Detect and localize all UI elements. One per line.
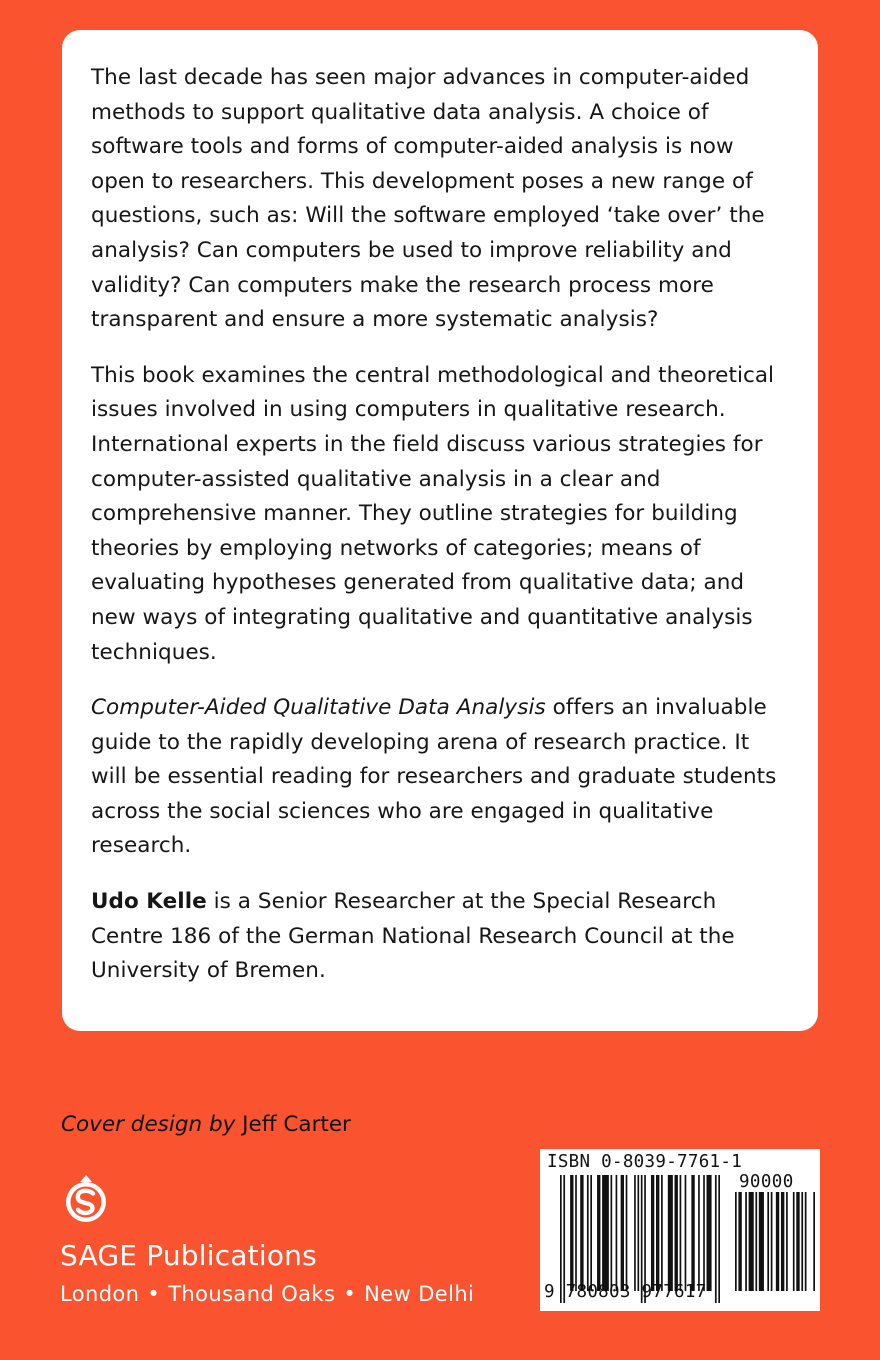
barcode-bar: [715, 1175, 717, 1303]
barcode-bar: [801, 1192, 803, 1291]
city-new-delhi: New Delhi: [364, 1282, 475, 1306]
barcode-bar: [781, 1192, 784, 1291]
barcode-bar: [703, 1175, 705, 1291]
isbn-number: ISBN 0-8039-7761-1: [547, 1152, 743, 1172]
barcode-bar: [718, 1175, 720, 1303]
barcode-bar: [668, 1175, 673, 1291]
barcode-bar: [767, 1192, 769, 1291]
author-bio: [91, 885, 790, 989]
barcode-bar: [813, 1192, 815, 1291]
blurb-paragraph-1: The last decade has seen major advances in computer-aided methods to support qualitative data analysis. A choice of software tools and forms of computer-aided analysis is now open to researchers. This development poses a new range of questions, such as: Will the software employed ‘take over’ the analysis? Can computers be used to improve reliability and validity? Can computers make the research process more transparent and ensure a more systematic analysis?: [91, 65, 765, 333]
barcode-bar: [738, 1192, 741, 1291]
barcode-bar: [570, 1175, 573, 1291]
barcode-bar: [590, 1175, 592, 1291]
barcode-bar: [685, 1175, 687, 1291]
barcode-bar: [637, 1175, 639, 1291]
barcode-bar: [745, 1192, 747, 1291]
city-london: London: [60, 1282, 140, 1306]
addon-barcode-bars: [735, 1192, 815, 1303]
barcode-bar: [793, 1192, 795, 1291]
barcode-bar: [749, 1192, 754, 1291]
barcode-bar: [759, 1192, 764, 1291]
publisher-name: SAGE Publications: [60, 1239, 317, 1272]
barcode-bar: [575, 1175, 577, 1291]
ean-digits: 9 780803 977617: [544, 1282, 707, 1302]
sage-s-logo-icon: [64, 1174, 108, 1224]
cover-design-credit: [61, 1112, 351, 1137]
author-bio-text: is a Senior Researcher at the Special Research Centre 186 of the German National Research Council at the University of Bremen.: [91, 889, 735, 984]
cover-designer-name: Jeff Carter: [235, 1112, 351, 1137]
price-code: 90000: [739, 1172, 794, 1192]
barcode-bar: [786, 1192, 788, 1291]
isbn-barcode: [540, 1149, 820, 1311]
author-name: Udo Kelle: [91, 889, 207, 915]
barcode-bar: [621, 1175, 624, 1291]
barcode-bar: [661, 1175, 663, 1291]
barcode-bar: [587, 1175, 589, 1291]
barcode-bar: [796, 1192, 799, 1291]
blurb-paragraph-2: This book examines the central methodological and theoretical issues involved in using computers in qualitative research. International experts in the field discuss various strategies for computer-assisted qualitative analysis in a clear and comprehensive manner. They outline strategies for building theories by employing networks of categories; means of evaluating hypotheses generated from qualitative data; and new ways of integrating qualitative and quantitative analysis techniques.: [91, 362, 775, 665]
blurb-paragraph-3: [91, 691, 790, 864]
barcode-bar: [580, 1175, 583, 1291]
barcode-bar: [691, 1175, 694, 1291]
barcode-bar: [675, 1175, 678, 1291]
barcode-bar: [805, 1192, 807, 1291]
barcode-bar: [735, 1192, 737, 1291]
blurb-paragraph-3-text: offers an invaluable guide to the rapidly developing arena of research practice. It will be essential reading for researchers and graduate students across the social sciences who are engaged in qualitative research.: [91, 695, 777, 859]
publisher-cities: [60, 1282, 474, 1306]
blurb-panel: [62, 30, 818, 1031]
barcode-bar: [602, 1175, 609, 1291]
barcode-bar: [597, 1175, 600, 1291]
barcode-bar: [626, 1175, 628, 1291]
barcode-bar: [611, 1175, 613, 1291]
barcode-bar: [776, 1192, 779, 1291]
book-title: Computer-Aided Qualitative Data Analysis: [91, 695, 546, 721]
barcode-bar: [634, 1175, 636, 1291]
barcode-bar: [771, 1192, 773, 1291]
cover-design-label: Cover design by: [61, 1112, 236, 1137]
barcode-bar: [680, 1175, 682, 1291]
barcode-bar: [707, 1175, 712, 1291]
barcode-bar: [616, 1175, 618, 1291]
barcode-bar: [698, 1175, 700, 1291]
barcode-bar: [656, 1175, 659, 1291]
barcode-bar: [755, 1192, 757, 1291]
city-separator: •: [343, 1282, 357, 1306]
city-thousand-oaks: Thousand Oaks: [168, 1282, 336, 1306]
barcode-bar: [651, 1175, 654, 1291]
city-separator: •: [147, 1282, 161, 1306]
